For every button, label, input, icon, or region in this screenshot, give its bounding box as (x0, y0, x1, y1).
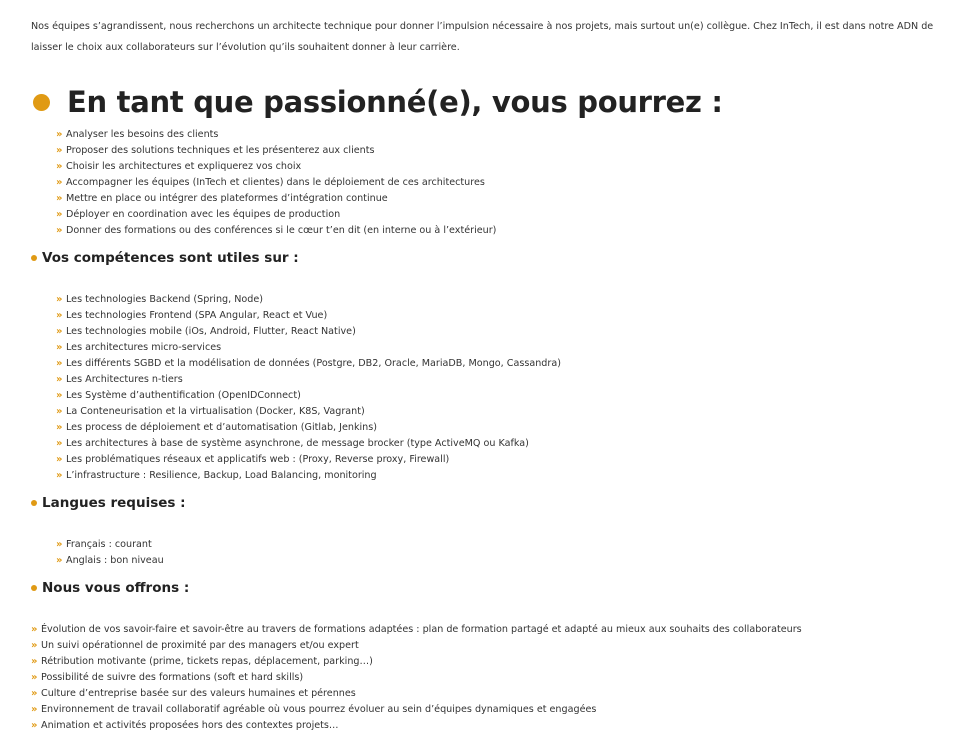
list-item (56, 388, 561, 404)
chevron-right-icon: » (56, 390, 63, 401)
list-item (56, 191, 496, 207)
list-item-text: Rétribution motivante (prime, tickets repas, déplacement, parking…) (41, 656, 373, 667)
list-item (31, 622, 802, 638)
offer-list (31, 622, 802, 734)
chevron-right-icon: » (56, 209, 63, 220)
list-item-text: La Conteneurisation et la virtualisation (Docker, K8S, Vagrant) (66, 406, 365, 417)
list-item-text: Environnement de travail collaboratif agréable où vous pourrez évoluer au sein d’équipes dynamiques et engagées (41, 704, 597, 715)
list-item (56, 340, 561, 356)
heading-offer-text: Nous vous offrons : (42, 580, 190, 596)
list-item (56, 143, 496, 159)
chevron-right-icon: » (56, 406, 63, 417)
list-item (56, 356, 561, 372)
list-item-text: Possibilité de suivre des formations (soft et hard skills) (41, 672, 304, 683)
list-item (31, 702, 802, 718)
bullet-dot-icon (31, 255, 37, 261)
heading-languages (31, 494, 186, 512)
chevron-right-icon: » (56, 193, 63, 204)
list-item-text: Évolution de vos savoir-faire et savoir-être au travers de formations adaptées : plan de formation partagé et adapté au mieux aux souhaits des collaborateurs (41, 624, 802, 635)
heading-skills-text: Vos compétences sont utiles sur : (42, 250, 299, 266)
chevron-right-icon: » (31, 688, 38, 699)
skills-list (56, 292, 561, 484)
chevron-right-icon: » (56, 374, 63, 385)
list-item-text: Les process de déploiement et d’automatisation (Gitlab, Jenkins) (66, 422, 378, 433)
list-item (56, 127, 496, 143)
list-item (56, 537, 164, 553)
chevron-right-icon: » (31, 704, 38, 715)
chevron-right-icon: » (31, 624, 38, 635)
list-item (56, 308, 561, 324)
list-item-text: Accompagner les équipes (InTech et clientes) dans le déploiement de ces architectures (66, 177, 485, 188)
list-item (56, 553, 164, 569)
missions-list (56, 127, 496, 239)
chevron-right-icon: » (56, 422, 63, 433)
list-item-text: Choisir les architectures et expliquerez vos choix (66, 161, 302, 172)
chevron-right-icon: » (56, 145, 63, 156)
heading-languages-text: Langues requises : (42, 495, 186, 511)
list-item (56, 420, 561, 436)
list-item-text: Mettre en place ou intégrer des plateformes d’intégration continue (66, 193, 388, 204)
list-item (56, 324, 561, 340)
list-item (56, 292, 561, 308)
chevron-right-icon: » (56, 342, 63, 353)
heading-missions-text: En tant que passionné(e), vous pourrez : (67, 85, 723, 119)
list-item-text: Les différents SGBD et la modélisation de données (Postgre, DB2, Oracle, MariaDB, Mongo, Cassandra) (66, 358, 561, 369)
list-item-text: Les technologies mobile (iOs, Android, Flutter, React Native) (66, 326, 356, 337)
chevron-right-icon: » (56, 358, 63, 369)
list-item (56, 436, 561, 452)
intro-paragraph: Nos équipes s’agrandissent, nous recherchons un architecte technique pour donner l’impulsion nécessaire à nos projets, mais surtout un(e) collègue. Chez InTech, il est dans notre ADN de laisser le choix aux collaborateurs sur l’évolution qu’ils souhaitent donner à leur carrière. (31, 20, 934, 54)
list-item-text: Un suivi opérationnel de proximité par des managers et/ou expert (41, 640, 359, 651)
list-item (56, 223, 496, 239)
list-item (56, 404, 561, 420)
chevron-right-icon: » (31, 656, 38, 667)
list-item-text: Les Système d’authentification (OpenIDConnect) (66, 390, 301, 401)
chevron-right-icon: » (56, 454, 63, 465)
list-item-text: Déployer en coordination avec les équipes de production (66, 209, 341, 220)
list-item-text: Les technologies Backend (Spring, Node) (66, 294, 263, 305)
list-item-text: Les technologies Frontend (SPA Angular, React et Vue) (66, 310, 328, 321)
list-item-text: Les problématiques réseaux et applicatifs web : (Proxy, Reverse proxy, Firewall) (66, 454, 450, 465)
list-item-text: Animation et activités proposées hors des contextes projets… (41, 720, 339, 731)
list-item-text: Les architectures micro-services (66, 342, 222, 353)
list-item (56, 207, 496, 223)
list-item-text: Culture d’entreprise basée sur des valeurs humaines et pérennes (41, 688, 356, 699)
list-item-text: Proposer des solutions techniques et les présenterez aux clients (66, 145, 375, 156)
chevron-right-icon: » (56, 177, 63, 188)
chevron-right-icon: » (56, 161, 63, 172)
list-item-text: Les architectures à base de système asynchrone, de message brocker (type ActiveMQ ou Kafka) (66, 438, 529, 449)
chevron-right-icon: » (56, 326, 63, 337)
chevron-right-icon: » (56, 539, 63, 550)
list-item-text: L’infrastructure : Resilience, Backup, Load Balancing, monitoring (66, 470, 377, 481)
list-item (31, 638, 802, 654)
list-item (56, 372, 561, 388)
chevron-right-icon: » (56, 225, 63, 236)
chevron-right-icon: » (56, 129, 63, 140)
chevron-right-icon: » (31, 672, 38, 683)
list-item (56, 452, 561, 468)
list-item-text: Français : courant (66, 539, 152, 550)
list-item (31, 670, 802, 686)
heading-offer (31, 579, 189, 597)
list-item (31, 718, 802, 734)
chevron-right-icon: » (56, 555, 63, 566)
list-item (56, 175, 496, 191)
list-item (31, 686, 802, 702)
heading-skills (31, 249, 299, 267)
chevron-right-icon: » (56, 438, 63, 449)
chevron-right-icon: » (56, 310, 63, 321)
chevron-right-icon: » (56, 294, 63, 305)
bullet-dot-icon (33, 94, 50, 111)
chevron-right-icon: » (56, 470, 63, 481)
chevron-right-icon: » (31, 640, 38, 651)
bullet-dot-icon (31, 585, 37, 591)
chevron-right-icon: » (31, 720, 38, 731)
list-item (56, 468, 561, 484)
list-item-text: Les Architectures n-tiers (66, 374, 183, 385)
list-item-text: Analyser les besoins des clients (66, 129, 219, 140)
heading-missions (33, 82, 723, 122)
list-item-text: Anglais : bon niveau (66, 555, 164, 566)
list-item (56, 159, 496, 175)
bullet-dot-icon (31, 500, 37, 506)
languages-list (56, 537, 164, 569)
list-item-text: Donner des formations ou des conférences si le cœur t’en dit (en interne ou à l’extérieur) (66, 225, 497, 236)
list-item (31, 654, 802, 670)
